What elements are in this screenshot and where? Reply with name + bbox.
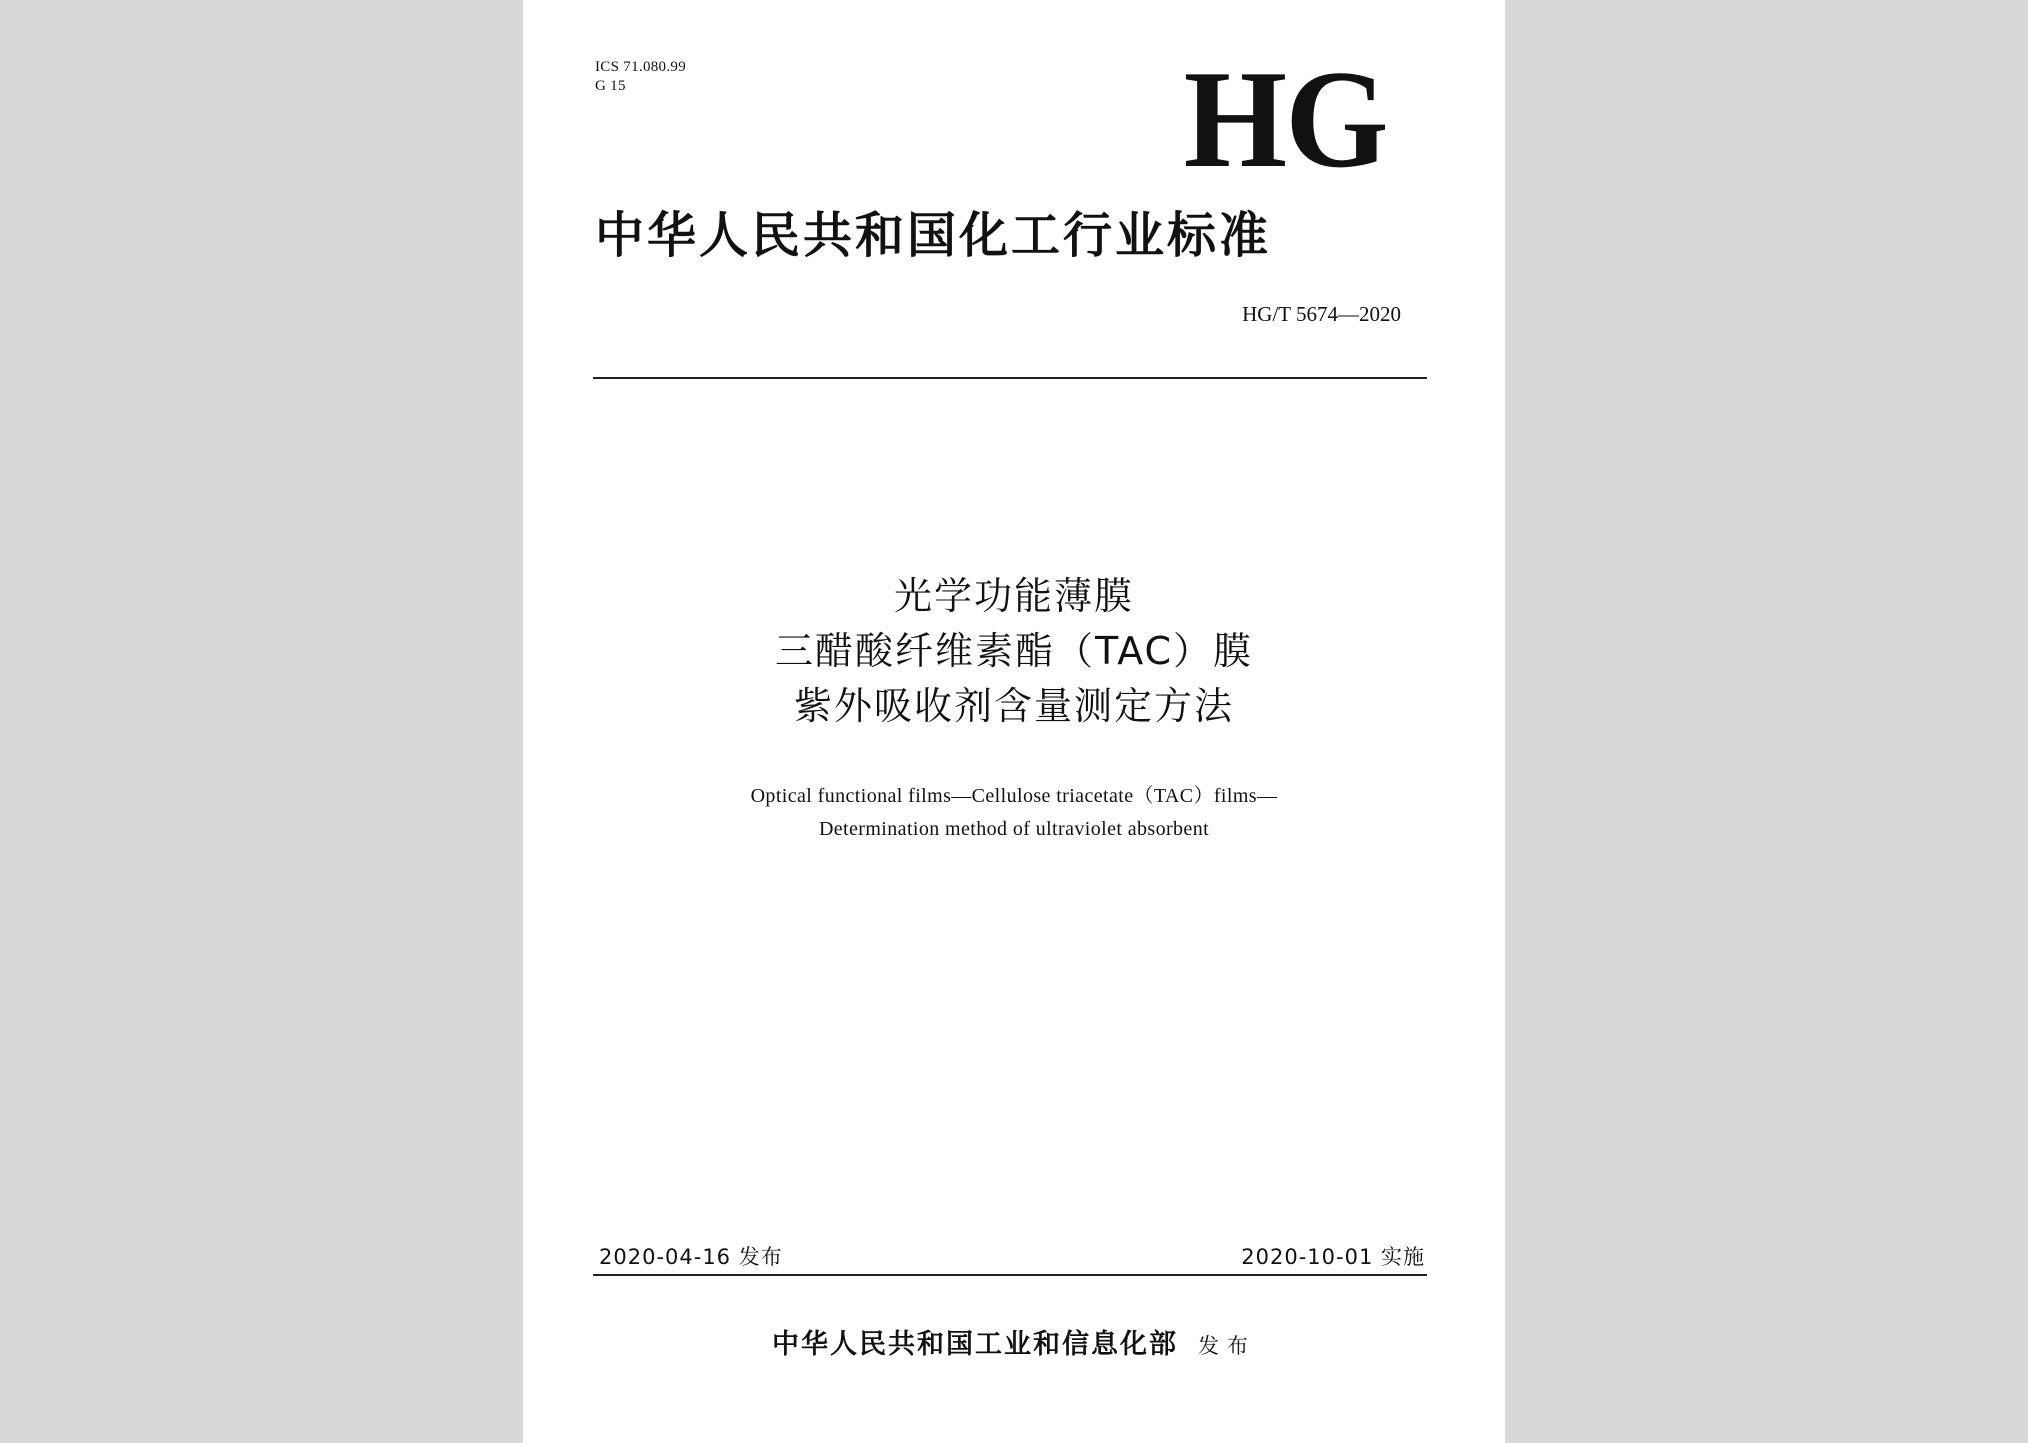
publisher-line — [523, 1322, 1505, 1361]
chinese-title — [523, 569, 1505, 734]
document-cover — [523, 0, 1505, 1443]
issue-date: 2020-04-16 发布 — [599, 1245, 783, 1269]
header-divider — [593, 377, 1427, 379]
classification-codes — [595, 58, 686, 96]
date-row — [593, 1242, 1427, 1272]
standard-type-heading: 中华人民共和国化工行业标准 — [595, 207, 1272, 264]
publisher-name: 中华人民共和国工业和信息化部 — [772, 1329, 1178, 1360]
chinese-title-line: 紫外吸收剂含量测定方法 — [793, 684, 1234, 728]
english-title — [523, 780, 1505, 846]
ccs-code: G 15 — [595, 78, 626, 94]
chinese-title-line: 光学功能薄膜 — [893, 574, 1134, 618]
chinese-title-line: 三醋酸纤维素酯（TAC）膜 — [774, 629, 1254, 673]
hg-logo: HG — [1183, 42, 1387, 197]
footer-divider — [593, 1274, 1427, 1276]
english-title-line: Determination method of ultraviolet absorbent — [818, 818, 1210, 840]
standard-number: HG/T 5674—2020 — [1242, 302, 1401, 326]
publisher-action: 发布 — [1198, 1334, 1256, 1358]
implementation-date: 2020-10-01 实施 — [1241, 1245, 1425, 1269]
english-title-line: Optical functional films—Cellulose triacetate（TAC）films— — [750, 785, 1278, 807]
ics-code: ICS 71.080.99 — [595, 59, 686, 75]
